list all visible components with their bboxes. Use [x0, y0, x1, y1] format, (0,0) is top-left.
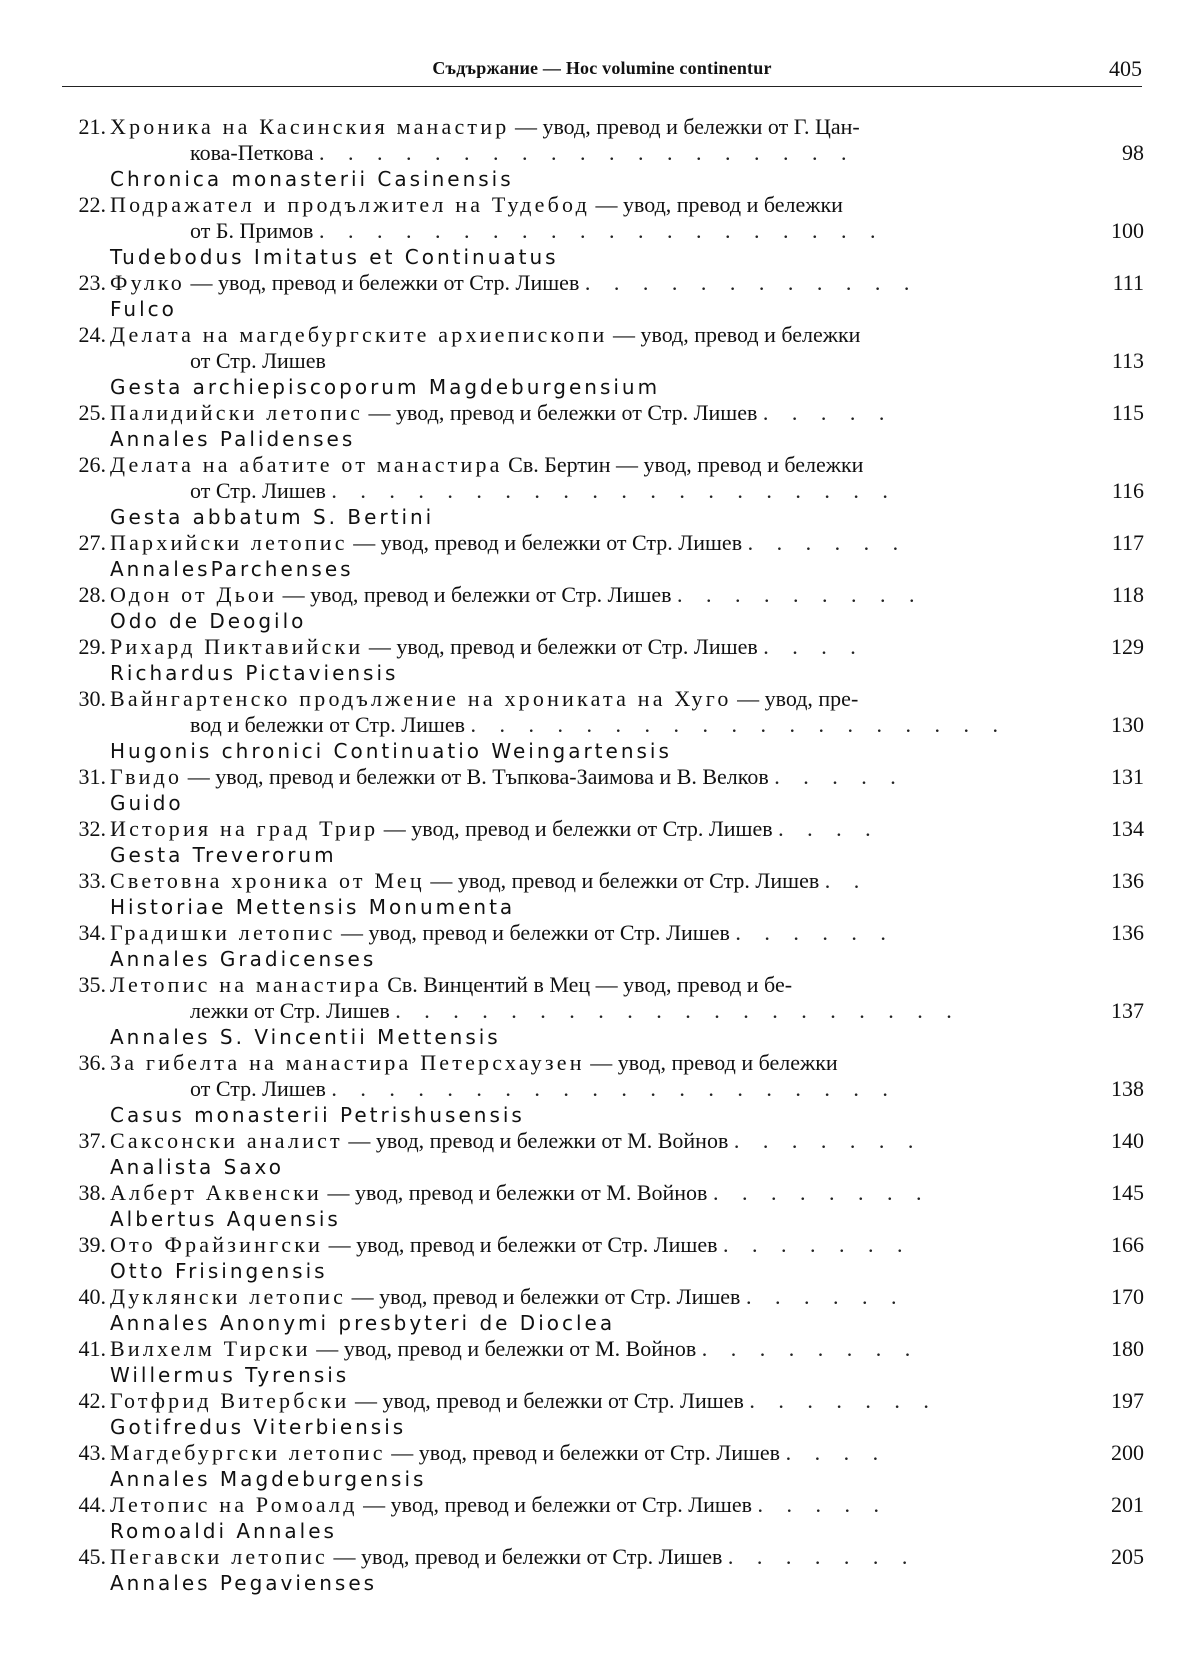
table-of-contents — [62, 114, 1144, 1596]
toc-entry-line — [62, 400, 1144, 426]
toc-entry-line — [62, 764, 1144, 790]
dot-leader: . . . . . . . . . . . . . . . . . . . . — [331, 1076, 897, 1101]
entry-credits: — увод, превод и бележки от Стр. Лишев — [184, 270, 580, 295]
toc-entry — [62, 816, 1144, 868]
dot-leader: . . . . . . . . . . . . — [584, 270, 919, 295]
entry-title — [110, 1050, 838, 1076]
entry-title-spaced: Готфрид Витербски — [110, 1388, 350, 1413]
toc-entry-continuation — [62, 348, 1144, 374]
entry-latin-title: Romoaldi Annales — [110, 1519, 337, 1543]
toc-entry — [62, 1232, 1144, 1284]
entry-credits: — увод, превод и бележки от Стр. Лишев — [378, 816, 773, 841]
entry-latin-title: Chronica monasterii Casinensis — [110, 167, 514, 191]
entry-title-spaced: Алберт Аквенски — [110, 1180, 322, 1205]
entry-page: 138 — [1111, 1076, 1144, 1101]
page-number: 405 — [1109, 56, 1142, 81]
entry-title — [110, 1440, 887, 1466]
entry-title — [110, 400, 893, 426]
toc-entry-line — [62, 452, 1144, 478]
toc-entry-line — [62, 1284, 1144, 1310]
entry-credits: — увод, превод и бележки от Стр. Лишев — [385, 1440, 781, 1465]
entry-title-spaced: Вилхелм Тирски — [110, 1336, 311, 1361]
entry-number: 34. — [78, 920, 106, 945]
dot-leader: . . . . . . . . — [712, 1180, 931, 1205]
entry-title — [110, 452, 863, 478]
entry-continuation — [190, 1076, 897, 1102]
entry-latin-title: Hugonis chronici Continuatio Weingartensis — [110, 739, 672, 763]
toc-entry — [62, 1492, 1144, 1544]
entry-number: 38. — [78, 1180, 106, 1205]
entry-title-spaced: Гвидо — [110, 764, 183, 789]
toc-entry-line — [62, 1128, 1144, 1154]
dot-leader: . . . . . . . — [727, 1544, 917, 1569]
entry-number: 33. — [78, 868, 106, 893]
entry-credits: — увод, превод и бележки от В. Тъпкова-Заимова и В. Велков — [182, 764, 769, 789]
entry-title — [110, 868, 868, 894]
toc-entry — [62, 868, 1144, 920]
dot-leader: . . . . . . . . . . . . . . . . . . . . — [331, 478, 897, 503]
entry-title-spaced: Градишки летопис — [110, 920, 336, 945]
dot-leader: . . . . . . . . . . . . . . . . . . . . — [395, 998, 961, 1023]
entry-title — [110, 192, 843, 218]
entry-number: 42. — [78, 1388, 106, 1413]
dot-leader: . . . . . . — [747, 530, 908, 555]
entry-number: 37. — [78, 1128, 106, 1153]
entry-title-spaced: Хроника на Касинския манастир — [110, 114, 510, 139]
entry-credits: — увод, превод и бележки от Стр. Лишев — [363, 634, 758, 659]
entry-credits: — увод, превод и бележки от Стр. Лишев — [277, 582, 672, 607]
entry-latin-title: Tudebodus Imitatus et Continuatus — [110, 245, 559, 269]
toc-entry — [62, 972, 1144, 1050]
toc-entry-line — [62, 1180, 1144, 1206]
entry-title-spaced: Дуклянски летопис — [110, 1284, 347, 1309]
entry-title-spaced: Магдебургски летопис — [110, 1440, 386, 1465]
entry-credits: Св. Бертин — увод, превод и бележки — [502, 452, 864, 477]
entry-title-spaced: Летопис на Ромоалд — [110, 1492, 358, 1517]
entry-title-spaced: Рихард Пиктавийски — [110, 634, 364, 659]
entry-credits: — увод, превод и бележки от Стр. Лишев — [346, 1284, 741, 1309]
entry-credits: — увод, превод и бележки от Стр. Лишев — [328, 1544, 723, 1569]
toc-entry-line — [62, 582, 1144, 608]
entry-continuation-text: от Стр. Лишев — [190, 478, 326, 503]
entry-latin-title: Annales Anonymi presbyteri de Dioclea — [110, 1311, 616, 1335]
entry-title — [110, 270, 918, 296]
entry-page: 134 — [1111, 816, 1144, 841]
entry-latin-title: Historiae Mettensis Monumenta — [110, 895, 516, 919]
toc-entry-line — [62, 1544, 1144, 1570]
dot-leader: . . . . . . . . . . . . . . . . . . . . — [318, 218, 885, 243]
entry-latin-title: Gotifredus Viterbiensis — [110, 1415, 407, 1439]
entry-latin-title: Richardus Pictaviensis — [110, 661, 399, 685]
toc-entry — [62, 764, 1144, 816]
entry-credits: — увод, превод и бележки от Стр. Лишев — [347, 530, 743, 555]
toc-entry — [62, 1128, 1144, 1180]
entry-credits: — увод, превод и бележки — [584, 1050, 838, 1075]
entry-continuation-text: вод и бележки от Стр. Лишев — [190, 712, 466, 737]
toc-entry — [62, 634, 1144, 686]
entry-continuation — [190, 998, 961, 1024]
toc-entry-line — [62, 1492, 1144, 1518]
entry-title — [110, 1388, 938, 1414]
entry-title — [110, 634, 865, 660]
dot-leader: . . . . . . . . — [701, 1336, 920, 1361]
entry-credits: — увод, превод и бележки от Стр. Лишев — [357, 1492, 752, 1517]
toc-entry-line — [62, 816, 1144, 842]
entry-latin-title: Annales S. Vincentii Mettensis — [110, 1025, 501, 1049]
entry-credits: — увод, превод и бележки от Стр. Лишев — [323, 1232, 718, 1257]
toc-entry — [62, 1336, 1144, 1388]
dot-leader: . . — [824, 868, 869, 893]
toc-entry-line — [62, 1440, 1144, 1466]
entry-number: 21. — [78, 114, 106, 139]
entry-page: 115 — [1111, 400, 1144, 425]
entry-page: 197 — [1111, 1388, 1144, 1413]
entry-continuation-text: кова-Петкова — [190, 140, 314, 165]
entry-latin-title: Fulco — [110, 297, 177, 321]
toc-entry — [62, 192, 1144, 270]
entry-title — [110, 322, 860, 348]
dot-leader: . . . . — [763, 634, 865, 659]
entry-latin-title: Annales Palidenses — [110, 427, 356, 451]
entry-continuation-text: от Стр. Лишев — [190, 348, 326, 373]
entry-page: 113 — [1111, 348, 1144, 373]
entry-title-spaced: Фулко — [110, 270, 185, 295]
entry-continuation-text: от Б. Примов — [190, 218, 314, 243]
dot-leader: . . . . . . . — [722, 1232, 912, 1257]
dot-leader: . . . . . . — [735, 920, 895, 945]
toc-entry — [62, 270, 1144, 322]
toc-entry — [62, 1440, 1144, 1492]
entry-credits: — увод, превод и бележки от Г. Цан- — [509, 114, 860, 139]
entry-title-spaced: За гибелта на манастира Петерсхаузен — [110, 1050, 585, 1075]
toc-entry-line — [62, 270, 1144, 296]
toc-entry — [62, 1180, 1144, 1232]
entry-continuation — [190, 348, 326, 374]
toc-entry-line — [62, 1050, 1144, 1076]
entry-title-spaced: История на град Трир — [110, 816, 379, 841]
entry-credits: — увод, превод и бележки — [607, 322, 861, 347]
toc-entry-continuation — [62, 140, 1144, 166]
entry-page: 137 — [1111, 998, 1144, 1023]
toc-entry — [62, 686, 1144, 764]
toc-entry-line — [62, 972, 1144, 998]
entry-latin-title: Guido — [110, 791, 184, 815]
toc-entry — [62, 1050, 1144, 1128]
entry-page: 111 — [1112, 270, 1144, 295]
entry-page: 131 — [1111, 764, 1144, 789]
entry-latin-title: Analista Saxo — [110, 1155, 285, 1179]
entry-title — [110, 1336, 919, 1362]
toc-entry-line — [62, 920, 1144, 946]
entry-page: 201 — [1111, 1492, 1144, 1517]
entry-number: 39. — [78, 1232, 106, 1257]
toc-entry-continuation — [62, 998, 1144, 1024]
entry-number: 36. — [78, 1050, 106, 1075]
dot-leader: . . . . — [778, 816, 880, 841]
entry-title-spaced: Одон от Дьои — [110, 582, 278, 607]
entry-continuation — [190, 218, 884, 244]
entry-credits: — увод, превод и бележки от Стр. Лишев — [349, 1388, 744, 1413]
entry-title — [110, 816, 880, 842]
entry-number: 22. — [78, 192, 106, 217]
entry-title-spaced: Ото Фрайзингски — [110, 1232, 324, 1257]
entry-number: 43. — [78, 1440, 106, 1465]
entry-page: 166 — [1111, 1232, 1144, 1257]
entry-number: 40. — [78, 1284, 106, 1309]
entry-page: 117 — [1111, 530, 1144, 555]
entry-title — [110, 1180, 930, 1206]
toc-entry-line — [62, 686, 1144, 712]
entry-title — [110, 1232, 911, 1258]
entry-title-spaced: Пегавски летопис — [110, 1544, 329, 1569]
toc-entry — [62, 582, 1144, 634]
entry-latin-title: Annales Gradicenses — [110, 947, 377, 971]
toc-entry-line — [62, 114, 1144, 140]
entry-latin-title: Otto Frisingensis — [110, 1259, 328, 1283]
entry-title — [110, 1284, 905, 1310]
entry-latin-title: AnnalesParchenses — [110, 557, 354, 581]
dot-leader: . . . . . — [774, 764, 905, 789]
toc-entry-continuation — [62, 218, 1144, 244]
entry-title — [110, 114, 860, 140]
entry-credits: — увод, превод и бележки от М. Войнов — [310, 1336, 697, 1361]
entry-latin-title: Gesta archiepiscoporum Magdeburgensium — [110, 375, 661, 399]
entry-title — [110, 1492, 888, 1518]
toc-entry — [62, 114, 1144, 192]
entry-title-spaced: Саксонски аналист — [110, 1128, 343, 1153]
entry-page: 200 — [1111, 1440, 1144, 1465]
entry-number: 28. — [78, 582, 106, 607]
entry-page: 180 — [1111, 1336, 1144, 1361]
entry-page: 98 — [1122, 140, 1144, 165]
entry-number: 29. — [78, 634, 106, 659]
entry-credits: — увод, превод и бележки — [589, 192, 843, 217]
entry-credits: — увод, превод и бележки от М. Войнов — [321, 1180, 708, 1205]
entry-title-spaced: Световна хроника от Мец — [110, 868, 425, 893]
toc-entry-line — [62, 634, 1144, 660]
entry-number: 23. — [78, 270, 106, 295]
dot-leader: . . . . — [785, 1440, 888, 1465]
entry-continuation — [190, 140, 855, 166]
entry-title — [110, 1544, 916, 1570]
entry-number: 25. — [78, 400, 106, 425]
entry-page: 100 — [1111, 218, 1144, 243]
entry-page: 136 — [1111, 920, 1144, 945]
entry-page: 118 — [1111, 582, 1144, 607]
dot-leader: . . . . . . . . . . . . . . . . . . . — [470, 712, 1008, 737]
entry-title-spaced: Летопис на манастира — [110, 972, 382, 997]
entry-page: 145 — [1111, 1180, 1144, 1205]
entry-title-spaced: Пархийски летопис — [110, 530, 348, 555]
toc-entry — [62, 1544, 1144, 1596]
entry-continuation — [190, 712, 1007, 738]
entry-continuation — [190, 478, 897, 504]
entry-page: 140 — [1111, 1128, 1144, 1153]
entry-title-spaced: Вайнгартенско продължение на хрониката на Хуго — [110, 686, 732, 711]
entry-continuation-text: лежки от Стр. Лишев — [190, 998, 390, 1023]
entry-number: 27. — [78, 530, 106, 555]
entry-title — [110, 972, 792, 998]
entry-title — [110, 920, 895, 946]
toc-entry-line — [62, 192, 1144, 218]
entry-latin-title: Annales Pegavienses — [110, 1571, 378, 1595]
toc-entry — [62, 530, 1144, 582]
running-header — [62, 56, 1142, 90]
dot-leader: . . . . . — [757, 1492, 888, 1517]
entry-page: 129 — [1111, 634, 1144, 659]
toc-entry-line — [62, 1232, 1144, 1258]
toc-entry-line — [62, 1388, 1144, 1414]
dot-leader: . . . . . . . — [749, 1388, 938, 1413]
toc-entry — [62, 400, 1144, 452]
entry-page: 130 — [1111, 712, 1144, 737]
entry-number: 41. — [78, 1336, 106, 1361]
entry-title — [110, 530, 907, 556]
entry-page: 170 — [1111, 1284, 1144, 1309]
entry-credits: Св. Винцентий в Мец — увод, превод и бе- — [381, 972, 793, 997]
entry-continuation-text: от Стр. Лишев — [190, 1076, 326, 1101]
entry-latin-title: Willermus Tyrensis — [110, 1363, 350, 1387]
header-title: Съдържание — Hoc volumine continentur — [432, 58, 772, 78]
entry-credits: — увод, превод и бележки от Стр. Лишев — [424, 868, 820, 893]
toc-entry-line — [62, 1336, 1144, 1362]
entry-number: 35. — [78, 972, 106, 997]
toc-entry — [62, 1388, 1144, 1440]
entry-credits: — увод, пре- — [731, 686, 859, 711]
toc-entry-continuation — [62, 1076, 1144, 1102]
dot-leader: . . . . . . . . . . . . . . . . . . . — [318, 140, 856, 165]
entry-page: 116 — [1111, 478, 1144, 503]
entry-page: 205 — [1111, 1544, 1144, 1569]
toc-entry — [62, 920, 1144, 972]
entry-number: 24. — [78, 322, 106, 347]
entry-number: 45. — [78, 1544, 106, 1569]
dot-leader: . . . . . . — [745, 1284, 906, 1309]
entry-latin-title: Casus monasterii Petrishusensis — [110, 1103, 525, 1127]
entry-credits: — увод, превод и бележки от Стр. Лишев — [363, 400, 758, 425]
entry-title-spaced: Делата на магдебургските архиепископи — [110, 322, 608, 347]
entry-page: 136 — [1111, 868, 1144, 893]
entry-latin-title: Annales Magdeburgensis — [110, 1467, 427, 1491]
entry-title-spaced: Делата на абатите от манастира — [110, 452, 503, 477]
toc-entry-continuation — [62, 478, 1144, 504]
toc-entry-line — [62, 868, 1144, 894]
toc-entry-continuation — [62, 712, 1144, 738]
toc-entry-line — [62, 530, 1144, 556]
entry-number: 31. — [78, 764, 106, 789]
entry-latin-title: Gesta abbatum S. Bertini — [110, 505, 435, 529]
dot-leader: . . . . . . . . . — [676, 582, 924, 607]
toc-entry — [62, 322, 1144, 400]
header-rule — [62, 86, 1142, 87]
entry-title — [110, 764, 905, 790]
entry-latin-title: Gesta Treverorum — [110, 843, 337, 867]
entry-credits: — увод, превод и бележки от Стр. Лишев — [335, 920, 730, 945]
dot-leader: . . . . . . . — [733, 1128, 923, 1153]
entry-number: 30. — [78, 686, 106, 711]
entry-title — [110, 1128, 922, 1154]
toc-entry — [62, 1284, 1144, 1336]
entry-number: 26. — [78, 452, 106, 477]
dot-leader: . . . . . — [762, 400, 894, 425]
entry-title-spaced: Подражател и продължител на Тудебод — [110, 192, 590, 217]
entry-title-spaced: Палидийски летопис — [110, 400, 364, 425]
toc-entry — [62, 452, 1144, 530]
entry-title — [110, 686, 858, 712]
entry-number: 44. — [78, 1492, 106, 1517]
entry-title — [110, 582, 923, 608]
entry-number: 32. — [78, 816, 106, 841]
entry-latin-title: Albertus Aquensis — [110, 1207, 341, 1231]
toc-entry-line — [62, 322, 1144, 348]
entry-credits: — увод, превод и бележки от М. Войнов — [342, 1128, 729, 1153]
entry-latin-title: Odo de Deogilo — [110, 609, 307, 633]
